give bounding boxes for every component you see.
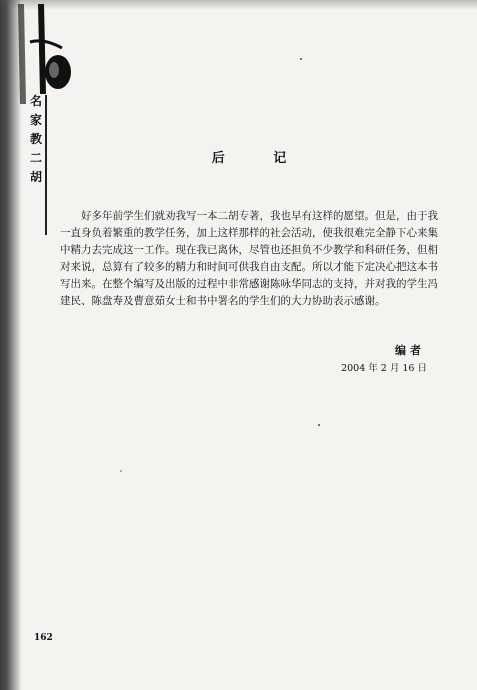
sidebar-char: 家 <box>29 113 42 127</box>
sidebar-char: 胡 <box>29 170 42 184</box>
sidebar-char: 名 <box>29 94 42 108</box>
signature-date: 2004 年 2 月 16 日 <box>341 363 427 374</box>
erhu-decoration-icon <box>10 4 80 104</box>
scan-speck <box>318 424 320 426</box>
scan-speck <box>120 470 122 472</box>
signature-author: 编者 <box>395 344 425 357</box>
sidebar-char: 二 <box>29 151 42 165</box>
afterword-paragraph: 好多年前学生们就劝我写一本二胡专著，我也早有这样的愿望。但是，由于我一直身负着繁重的教学任务，加上这样那样的社会活动，使我很难完全静下心来集中精力去完成这一工作。现在我已离休，尽管也还担负不少教学和科研任务，但相对来说，总算有了较多的精力和时间可供我自由支配。所以才能下定决心把这本书写出来。在整个编写及出版的过程中非常感谢陈咏华同志的支持，并对我的学生冯建民、陈盘寿及曹意茹女士和书中署名的学生们的大力协助表示感谢。 <box>60 210 438 307</box>
page-number: 162 <box>34 633 53 643</box>
series-sidebar <box>26 92 46 187</box>
scan-speck <box>300 58 302 60</box>
sidebar-char: 教 <box>29 132 42 146</box>
page-title: 后 记 <box>211 151 309 166</box>
